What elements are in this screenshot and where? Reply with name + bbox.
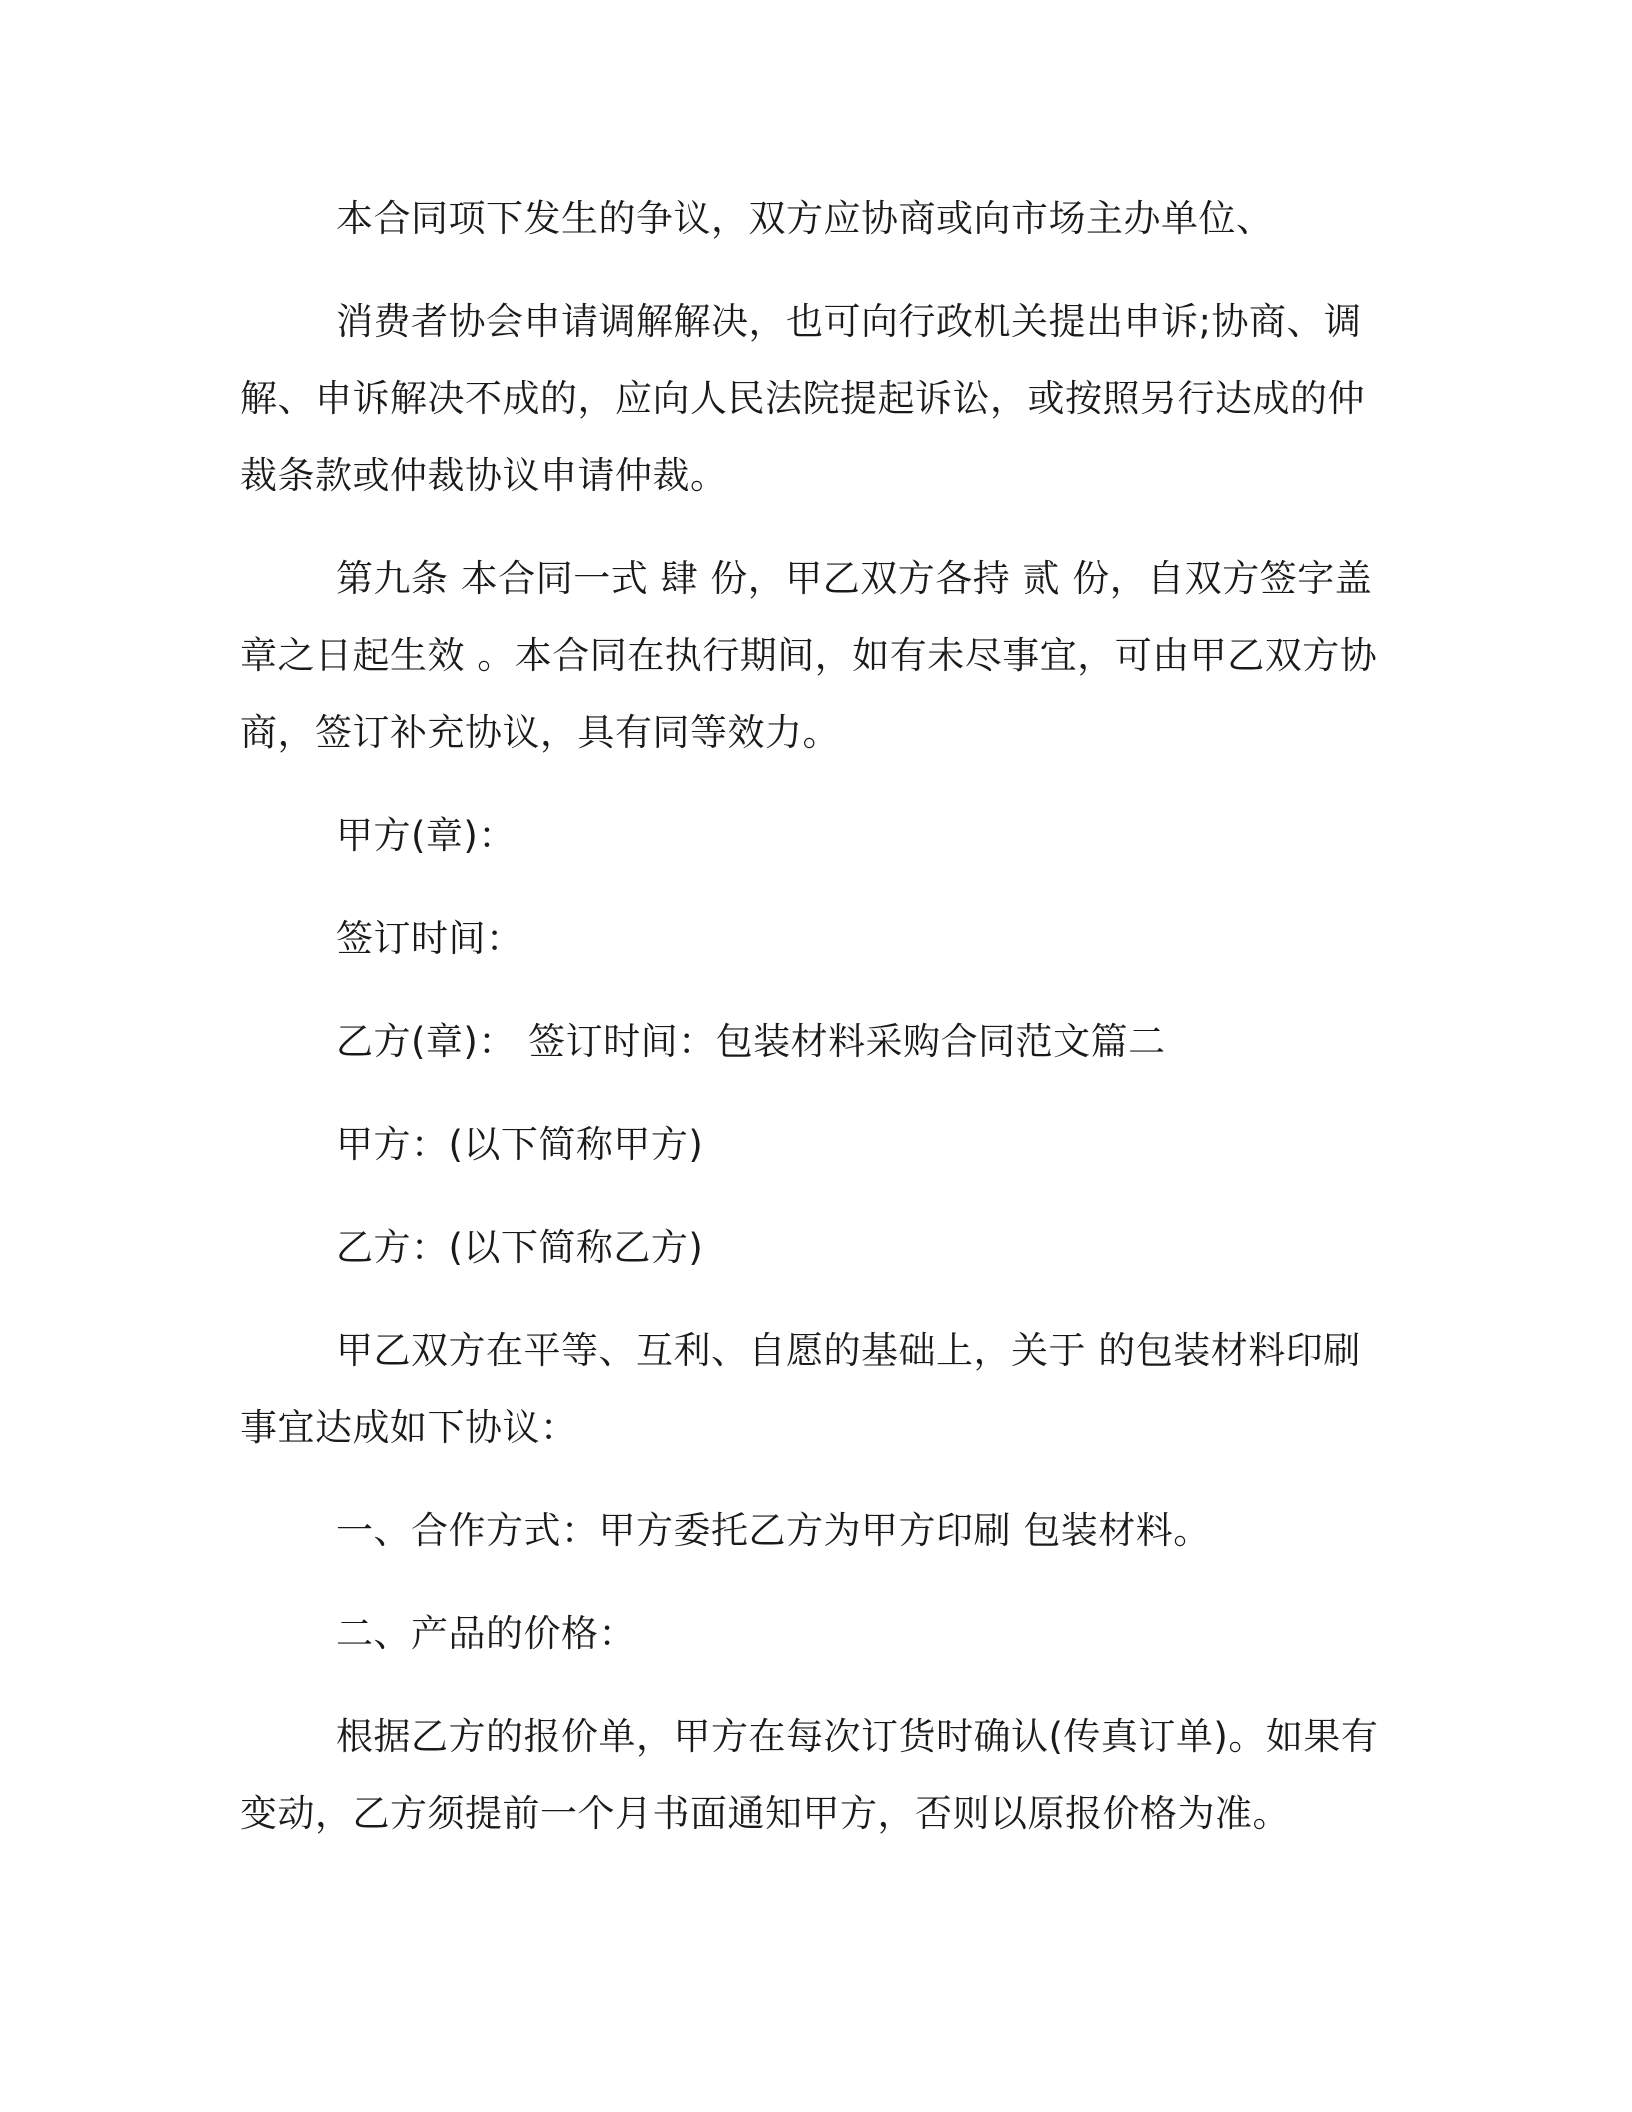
signing-time: 签订时间： [336,917,524,960]
paragraph-price: 根据乙方的报价单，甲方在每次订货时确认(传真订单)。如果有变动，乙方须提前一个月书面通知甲方，否则以原报价格为准。 [240,1715,1379,1835]
party-b-intro: 乙方：(以下简称乙方) [336,1226,704,1269]
paragraph-dispute: 本合同项下发生的争议，双方应协商或向市场主办单位、 [336,197,1274,240]
paragraph-agreement: 甲乙双方在平等、互利、自愿的基础上，关于 的包装材料印刷事宜达成如下协议： [240,1329,1361,1449]
paragraph-mediation: 消费者协会申请调解解决，也可向行政机关提出申诉;协商、调解、申诉解决不成的，应向人民法院提起诉讼，或按照另行达成的仲裁条款或仲裁协议申请仲裁。 [240,300,1365,497]
party-a-intro: 甲方：(以下简称甲方) [336,1123,704,1166]
party-b-seal-title: 乙方(章)： 签订时间：包装材料采购合同范文篇二 [336,1020,1166,1063]
section-price-heading: 二、产品的价格： [336,1612,636,1655]
paragraph-article-nine: 第九条 本合同一式 肆 份，甲乙双方各持 贰 份，自双方签字盖章之日起生效 。本合同在执行期间，如有未尽事宜，可由甲乙双方协商，签订补充协议，具有同等效力。 [240,557,1378,754]
section-cooperation: 一、合作方式：甲方委托乙方为甲方印刷 包装材料。 [336,1509,1211,1552]
party-a-seal: 甲方(章)： [336,814,516,857]
